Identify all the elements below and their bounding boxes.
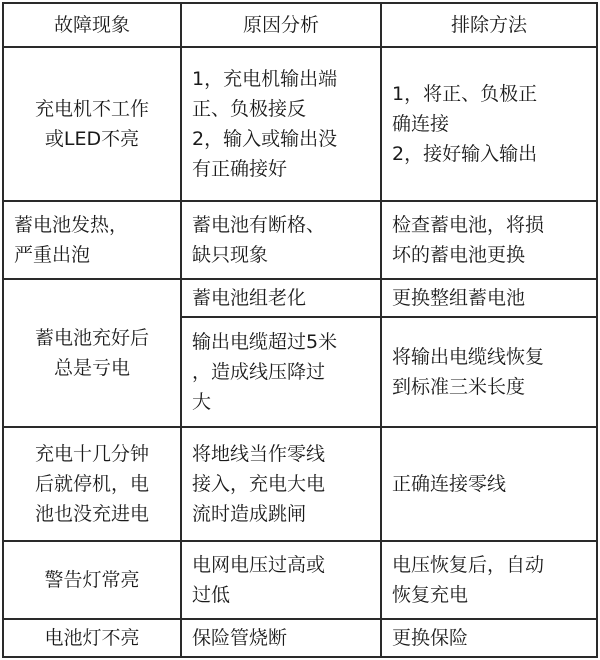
cause-cell: 1，充电机输出端 正、负极接反 2，输入或输出没 有正确接好 — [181, 47, 381, 201]
cause-cell: 将地线当作零线 接入，充电大电 流时造成跳闸 — [181, 427, 381, 541]
table-row — [3, 541, 597, 619]
table-row — [3, 279, 597, 317]
remedy-cell: 电压恢复后，自动 恢复充电 — [381, 541, 597, 619]
header-cause: 原因分析 — [181, 3, 381, 47]
symptom-cell: 充电十几分钟 后就停机，电 池也没充进电 — [3, 427, 181, 541]
cause-cell: 输出电缆超过5米 ，造成线压降过 大 — [181, 317, 381, 427]
remedy-cell: 正确连接零线 — [381, 427, 597, 541]
remedy-cell: 检查蓄电池，将损 坏的蓄电池更换 — [381, 201, 597, 279]
remedy-cell: 更换整组蓄电池 — [381, 279, 597, 317]
remedy-cell: 将输出电缆线恢复 到标准三米长度 — [381, 317, 597, 427]
table-row — [3, 47, 597, 201]
troubleshooting-table — [2, 2, 598, 658]
table-row — [3, 201, 597, 279]
cause-cell: 蓄电池组老化 — [181, 279, 381, 317]
cause-cell: 蓄电池有断格、 缺只现象 — [181, 201, 381, 279]
table-row — [3, 427, 597, 541]
remedy-cell: 更换保险 — [381, 619, 597, 657]
symptom-cell: 充电机不工作 或LED不亮 — [3, 47, 181, 201]
symptom-cell: 蓄电池发热， 严重出泡 — [3, 201, 181, 279]
cause-cell: 电网电压过高或 过低 — [181, 541, 381, 619]
symptom-cell: 警告灯常亮 — [3, 541, 181, 619]
header-symptom: 故障现象 — [3, 3, 181, 47]
symptom-cell: 电池灯不亮 — [3, 619, 181, 657]
table-header-row — [3, 3, 597, 47]
remedy-cell: 1，将正、负极正 确连接 2，接好输入输出 — [381, 47, 597, 201]
table-row — [3, 619, 597, 657]
header-remedy: 排除方法 — [381, 3, 597, 47]
cause-cell: 保险管烧断 — [181, 619, 381, 657]
symptom-cell: 蓄电池充好后 总是亏电 — [3, 279, 181, 427]
